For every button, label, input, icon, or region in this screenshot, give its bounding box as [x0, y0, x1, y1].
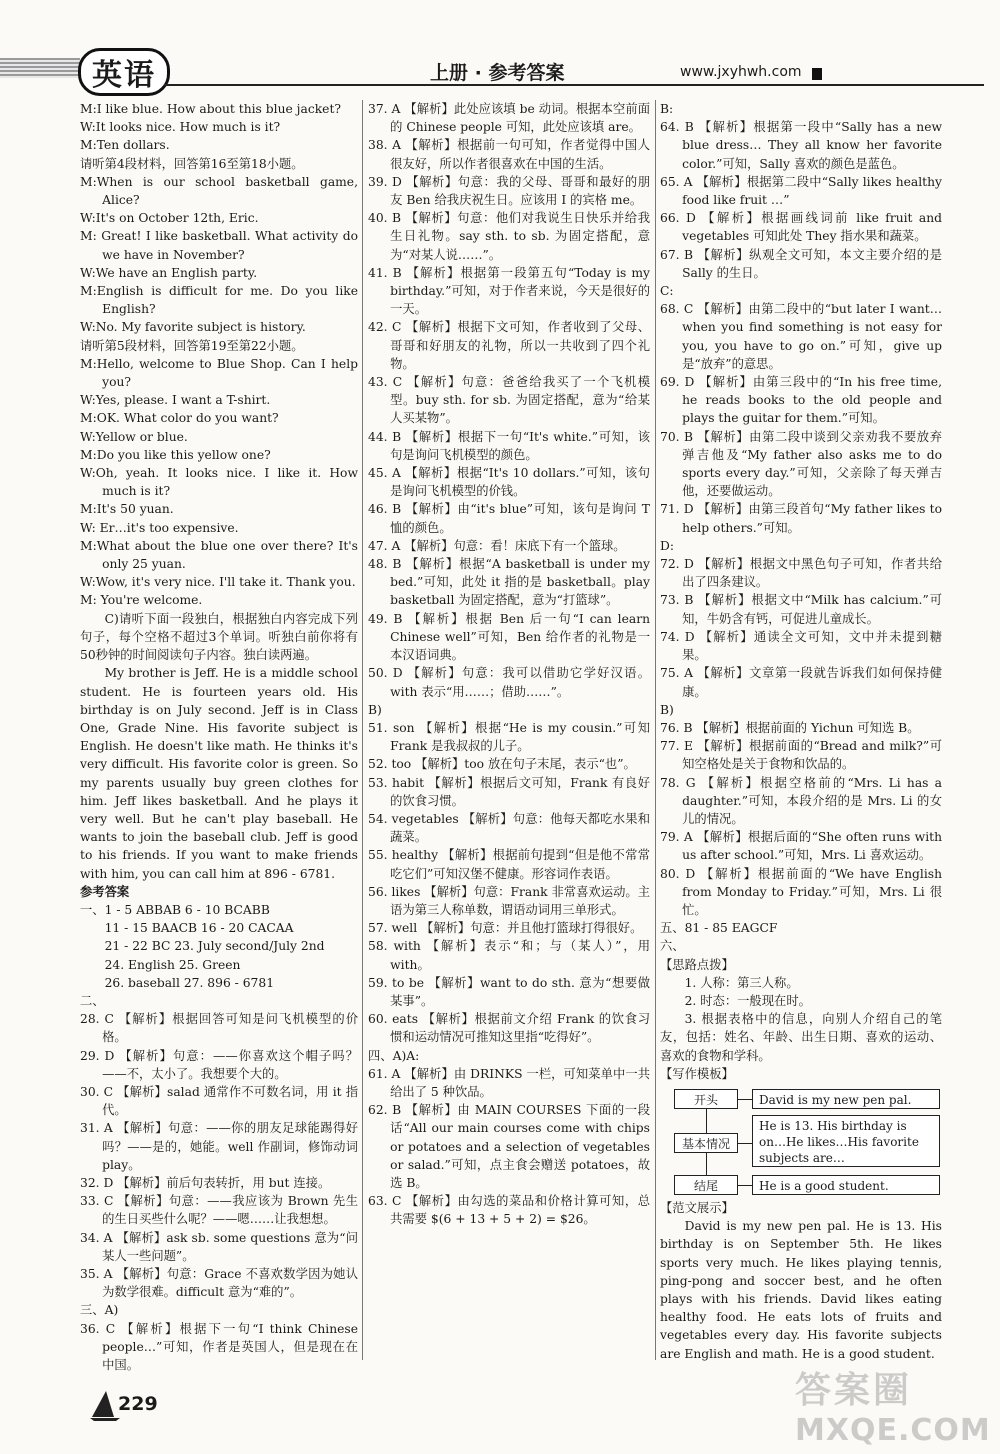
- dialogue-line: M:I like blue. How about this blue jacket?: [80, 102, 341, 116]
- answer-item: 73. B 【解析】根据文中“Milk has calcium.”可知，牛奶含有钙，可促进儿童成长。: [660, 593, 942, 626]
- answer-item: 59. to be 【解析】want to do sth. 意为“想要做某事”。: [368, 975, 650, 1008]
- answer-item: 61. A 【解析】由 DRINKS 一栏，可知菜单中一共给出了 5 种饮品。: [368, 1066, 650, 1099]
- answer-item: 37. A 【解析】此处应该填 be 动词。根据本空前面的 Chinese people 可知，此处应该填 are。: [368, 102, 650, 135]
- dialogue-line: M:Ten dollars.: [80, 138, 170, 153]
- answer-item: 50. D 【解析】句意：我可以借助它学好汉语。with 表示“用……；借助……”。: [368, 666, 650, 699]
- answer-item: 72. D 【解析】根据文中黑色句子可知，作者共给出了四条建议。: [660, 557, 942, 590]
- answer-item: 76. B 【解析】根据前面的 Yichun 可知选 B。: [660, 720, 920, 735]
- dialogue-line: M:It's 50 yuan.: [80, 502, 174, 517]
- answer-item: 38. A 【解析】根据前一句可知，作者觉得中国人很友好，所以作者很喜欢在中国的生活。: [368, 138, 650, 171]
- answer-item: 33. C 【解析】句意：——我应该为 Brown 先生的生日买些什么呢？——嗯……让我想想。: [80, 1194, 358, 1227]
- dialogue-line: M:Do you like this yellow one?: [80, 447, 271, 462]
- ending-label-box: 结尾: [674, 1175, 738, 1195]
- tip-line: 3. 根据表格中的信息，向别人介绍自己的笔友，包括：姓名、年龄、出生日期、喜欢的运动、喜欢的食物和学科。: [660, 1012, 942, 1063]
- answer-item: 70. B 【解析】由第二段中谈到父亲劝我不要放弃弹吉他及“My father also asks me to do sports every day.”可知，父亲除了每天弹吉他，还要做运动。: [660, 429, 942, 499]
- sample-heading: 【范文展示】: [660, 1200, 734, 1215]
- dialogue-line: 请听第5段材料，回答第19至第22小题。: [80, 338, 304, 353]
- answer-item: 51. son 【解析】根据“He is my cousin.”可知 Frank 是我叔叔的儿子。: [368, 720, 650, 754]
- basic-text-box: He is 13. His birthday is on…He likes…His favorite subjects are…: [752, 1115, 940, 1167]
- answer-item: 58. with 【解析】表示“和；与（某人）”，用 with。: [368, 939, 650, 972]
- section-label: 四、A)A:: [368, 1048, 420, 1063]
- dialogue-line: M:Hello, welcome to Blue Shop. Can I help you?: [80, 356, 358, 390]
- dialogue-line: W:No. My favorite subject is history.: [80, 320, 306, 335]
- section-label: D:: [660, 538, 675, 553]
- answer-item: 28. C 【解析】根据回答可知是问飞机模型的价格。: [80, 1012, 358, 1045]
- opening-label-box: 开头: [674, 1089, 738, 1109]
- answer-item: 52. too 【解析】too 放在句子末尾，表示“也”。: [368, 757, 636, 772]
- dialogue-line: M:OK. What color do you want?: [80, 411, 279, 426]
- connector-line: [706, 1109, 707, 1133]
- answer-item: 77. E 【解析】根据前面的“Bread and milk?”可知空格处是关于食物和饮品的。: [660, 739, 942, 772]
- section-label: 三、A): [80, 1303, 119, 1318]
- connector-line: [706, 1153, 707, 1175]
- answer-line: 21 - 22 BC 23. July second/July 2nd: [104, 939, 325, 954]
- connector-line: [738, 1185, 752, 1186]
- section-instructions: C)请听下面一段独白，根据独白内容完成下列句子，每个空格不超过3个单词。听独白前你将有50秒钟的时间阅读句子内容。独白读两遍。: [80, 611, 358, 663]
- answer-item: 44. B 【解析】根据下一句“It's white.”可知，该句是询问飞机模型的颜色。: [368, 429, 650, 462]
- answer-item: 46. B 【解析】由“it's blue”可知，该句是询问 T 恤的颜色。: [368, 502, 650, 535]
- answer-line: 二、: [80, 993, 105, 1008]
- answer-line: 26. baseball 27. 896 - 6781: [104, 975, 275, 990]
- answer-item: 63. C 【解析】由勾选的菜品和价格计算可知，总共需要 $(6 + 13 + 5 + 2) = $26。: [368, 1194, 650, 1227]
- answer-item: 34. A 【解析】ask sb. some questions 意为“问某人一些问题”。: [80, 1230, 358, 1263]
- answer-item: 48. B 【解析】根据“A basketball is under my bed.”可知，此处 it 指的是 basketball。play basketball 为固定搭配，意为“打篮球”。: [368, 557, 650, 608]
- column-divider: [655, 100, 656, 1360]
- sample-essay: David is my new pen pal. He is 13. His birthday is on September 5th. He likes sports very much. He likes playing tennis, ping-pong and soccer best, and he often plays with his friends. David likes eating healthy food. He eats lots of fruits and vegetables every day. His favorite subjects are English and math. He is a good student.: [660, 1219, 942, 1361]
- page-header: [0, 0, 1000, 96]
- dialogue-line: W: Er…it's too expensive.: [80, 520, 239, 535]
- answer-item: 65. A 【解析】根据第二段中“Sally likes healthy food like fruit …”: [660, 174, 942, 208]
- dialogue-line: W:Yellow or blue.: [80, 429, 188, 444]
- answer-item: 45. A 【解析】根据“It's 10 dollars.”可知，该句是询问飞机模型的价钱。: [368, 466, 650, 499]
- section-label: 六、: [660, 939, 685, 954]
- answer-item: 80. D 【解析】根据前面的“We have English from Monday to Friday.”可知，Mrs. Li 很忙。: [660, 866, 942, 917]
- dialogue-line: W:Yes, please. I want a T-shirt.: [80, 393, 271, 408]
- page-number: 229: [118, 1393, 158, 1415]
- answer-item: 39. D 【解析】句意：我的父母、哥哥和最好的朋友 Ben 给我庆祝生日。应该用 I 的宾格 me。: [368, 174, 650, 208]
- answer-item: 71. D 【解析】由第三段首句“My father likes to help others.”可知。: [660, 502, 942, 535]
- header-rule: [164, 84, 984, 86]
- answer-item: 79. A 【解析】根据后面的“She often runs with us after school.”可知，Mrs. Li 喜欢运动。: [660, 830, 942, 863]
- answer-item: 42. C 【解析】根据下文可知，作者收到了父母、哥哥和好朋友的礼物，所以一共收到了四个礼物。: [368, 320, 650, 371]
- answer-item: 47. A 【解析】句意：看！床底下有一个篮球。: [368, 538, 626, 553]
- watermark-line1: 答案圈: [795, 1370, 913, 1411]
- answer-item: 43. C 【解析】句意：爸爸给我买了一个飞机模型。buy sth. for sb. 为固定搭配，意为“给某人买某物”。: [368, 375, 650, 426]
- answer-item: 57. well 【解析】句意：并且他打篮球打得很好。: [368, 921, 643, 936]
- answer-item: 64. B 【解析】根据第一段中“Sally has a new blue dress… They all know her favorite color.”可知，Sally 喜欢的颜色是蓝色。: [660, 120, 942, 171]
- answer-item: 56. likes 【解析】句意：Frank 非常喜欢运动。主语为第三人称单数，谓语动词用三单形式。: [368, 884, 650, 917]
- tip-line: 2. 时态：一般现在时。: [684, 993, 811, 1008]
- answer-item: 35. A 【解析】句意：Grace 不喜欢数学因为她认为数学很难。difficult 意为“难的”。: [80, 1267, 358, 1300]
- header-title: 上册 · 参考答案: [430, 62, 565, 84]
- answer-item: 68. C 【解析】由第二段中的“but later I want… when you find something is not easy for you, you have to go on.”可知，give up 是“放弃”的意思。: [660, 302, 942, 371]
- subject-badge: 英语: [78, 48, 170, 96]
- answer-item: 55. healthy 【解析】根据前句提到“但是他不常常吃它们”可知汉堡不健康。形容词作表语。: [368, 848, 650, 881]
- dialogue-line: W:It looks nice. How much is it?: [80, 120, 281, 135]
- dialogue-line: W:We have an English party.: [80, 265, 258, 280]
- answer-line: 五、81 - 85 EAGCF: [660, 921, 778, 936]
- dialogue-line: W:Wow, it's very nice. I'll take it. Thank you.: [80, 575, 356, 590]
- column-1: [80, 100, 358, 1374]
- answer-item: 60. eats 【解析】根据前文介绍 Frank 的饮食习惯和运动情况可推知这里指“吃得好”。: [368, 1012, 650, 1045]
- answer-item: 30. C 【解析】salad 通常作不可数名词，用 it 指代。: [80, 1084, 358, 1118]
- answers-heading: 参考答案: [80, 883, 130, 899]
- template-heading: 【写作模板】: [660, 1066, 734, 1081]
- answer-item: 31. A 【解析】句意：——你的朋友足球能踢得好吗？——是的，她能。well 作副词，修饰动词 play。: [80, 1121, 358, 1172]
- dialogue-line: M:English is difficult for me. Do you like English?: [80, 284, 358, 317]
- answer-item: 69. D 【解析】由第三段中的“In his free time, he reads books to the old people and plays the guitar for them.”可知。: [660, 375, 942, 426]
- dialogue-line: M:What about the blue one over there? It's only 25 yuan.: [80, 538, 358, 572]
- answer-item: 74. D 【解析】通读全文可知，文中并未提到糖果。: [660, 629, 942, 663]
- answer-item: 67. B 【解析】纵观全文可知，本文主要介绍的是 Sally 的生日。: [660, 247, 942, 280]
- column-2: [368, 100, 650, 1229]
- answer-line: 11 - 15 BAACB 16 - 20 CACAA: [104, 921, 294, 936]
- answer-item: 54. vegetables 【解析】句意：他每天都吃水果和蔬菜。: [368, 811, 650, 845]
- answer-item: 53. habit 【解析】根据后文可知，Frank 有良好的饮食习惯。: [368, 775, 650, 808]
- dialogue-list: [80, 100, 358, 610]
- answer-item: 40. B 【解析】句意：他们对我说生日快乐并给我生日礼物。say sth. to sb. 为固定搭配，意为“对某人说……”。: [368, 211, 650, 262]
- writing-template-diagram: [660, 1087, 942, 1197]
- column-3: [660, 100, 942, 1363]
- connector-line: [738, 1099, 752, 1100]
- basic-label-box: 基本情况: [674, 1133, 738, 1153]
- section-label: B): [368, 702, 382, 717]
- watermark: [795, 1362, 991, 1448]
- square-icon: [812, 68, 822, 80]
- dialogue-line: W:Oh, yeah. It looks nice. I like it. How much is it?: [80, 466, 358, 499]
- watermark-line2: MXQE.COM: [795, 1413, 991, 1448]
- dialogue-line: 请听第4段材料，回答第16至第18小题。: [80, 156, 304, 171]
- page-number-badge: [88, 1385, 170, 1421]
- answer-line: 24. English 25. Green: [104, 957, 241, 972]
- ending-text-box: He is a good student.: [752, 1175, 940, 1195]
- header-stripes: [0, 58, 80, 78]
- connector-line: [738, 1143, 752, 1144]
- answer-item: 66. D 【解析】根据画线词前 like fruit and vegetables 可知此处 They 指水果和蔬菜。: [660, 211, 942, 244]
- answer-item: 29. D 【解析】句意：——你喜欢这个帽子吗？——不，太小了。我想要个大的。: [80, 1048, 358, 1081]
- dialogue-line: M: Great! I like basketball. What activity do we have in November?: [80, 229, 358, 262]
- tip-line: 1. 人称：第三人称。: [684, 975, 799, 990]
- dialogue-line: M:When is our school basketball game, Alice?: [80, 174, 358, 208]
- opening-text-box: David is my new pen pal.: [752, 1089, 940, 1109]
- answer-item: 62. B 【解析】由 MAIN COURSES 下面的一段话“All our main courses come with chips or potatoes and a selection of vegetables or salad.”可知，点主食会赠送 potatoes，故选 B。: [368, 1103, 650, 1190]
- section-label: C:: [660, 284, 674, 299]
- answer-item: 32. D 【解析】前后句表转折，用 but 连接。: [80, 1175, 331, 1190]
- tips-heading: 【思路点拨】: [660, 957, 734, 972]
- answer-item: 49. B 【解析】根据 Ben 后一句“I can learn Chinese well”可知，Ben 给作者的礼物是一本汉语词典。: [368, 611, 650, 663]
- monologue-text: My brother is Jeff. He is a middle school student. He is fourteen years old. His birthday is on July second. Jeff is in Class One, Grade Nine. His favorite subject is English. He doesn't like math. He thinks it's very difficult. His favorite color is green. So my parents usually buy green clothes for him. Jeff likes basketball. And he plays it very well. But he can't play baseball. He wants to join the baseball club. Jeff is good to his friends. If you want to make friends with him, you can call him at 896 - 6781.: [80, 666, 358, 881]
- dialogue-line: M: You're welcome.: [80, 593, 203, 608]
- section-label: B): [660, 702, 674, 717]
- section-label: B:: [660, 102, 674, 116]
- dialogue-line: W:It's on October 12th, Eric.: [80, 211, 259, 226]
- answer-line: 一、1 - 5 ABBAB 6 - 10 BCABB: [80, 902, 270, 917]
- column-divider: [362, 100, 363, 1360]
- header-url: www.jxyhwh.com: [680, 64, 802, 80]
- answer-item: 41. B 【解析】根据第一段第五句“Today is my birthday.”可知，对于作者来说，今天是很好的一天。: [368, 265, 650, 317]
- answer-item: 78. G 【解析】根据空格前的“Mrs. Li has a daughter.”可知，本段介绍的是 Mrs. Li 的女儿的情况。: [660, 775, 942, 826]
- answer-item: 75. A 【解析】文章第一段就告诉我们如何保持健康。: [660, 666, 942, 699]
- answer-item: 36. C 【解析】根据下一句“I think Chinese people…”可知，作者是英国人，但是现在在中国。: [80, 1321, 358, 1373]
- sail-logo-icon: [88, 1387, 122, 1421]
